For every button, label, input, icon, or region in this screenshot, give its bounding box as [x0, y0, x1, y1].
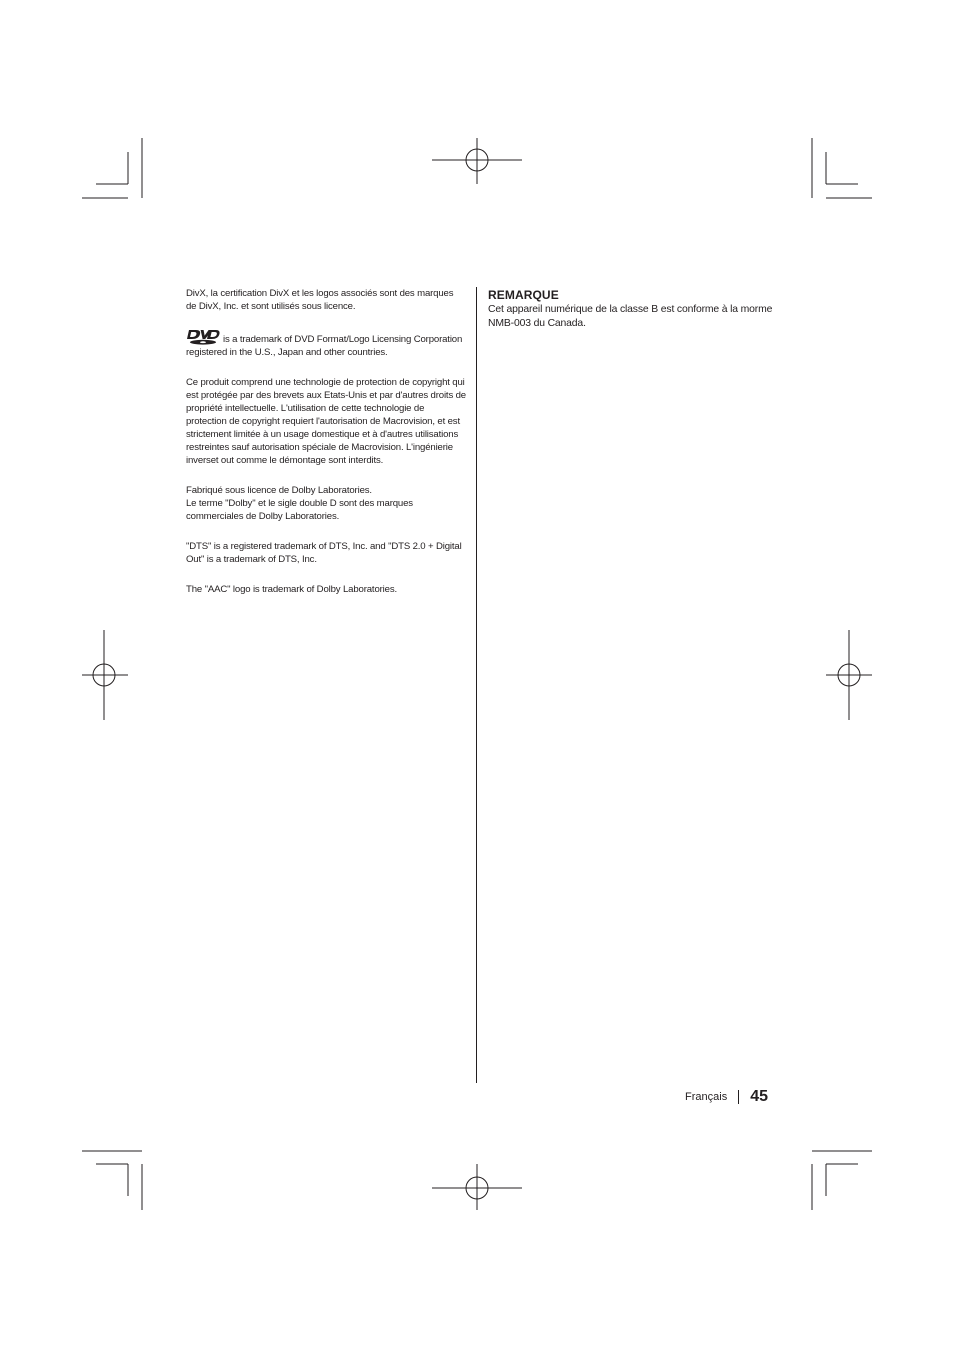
page-number: 45: [750, 1088, 768, 1105]
right-column: [488, 288, 778, 331]
crop-mark-icon: [82, 138, 142, 198]
left-column: [186, 287, 466, 596]
footer-separator: [738, 1090, 739, 1104]
registration-mark-icon: [432, 1164, 522, 1210]
dts-notice: "DTS" is a registered trademark of DTS, Inc. and "DTS 2.0 + Digital Out" is a trademark of DTS, Inc.: [186, 541, 462, 565]
dolby-notice: [186, 484, 466, 523]
page-footer: [685, 1087, 768, 1107]
registration-mark-icon: [826, 630, 872, 720]
dvd-logo-icon: [186, 329, 220, 345]
crop-mark-icon: [812, 1151, 872, 1210]
dvd-trademark-notice: [186, 329, 466, 359]
aac-notice: The "AAC" logo is trademark of Dolby Laboratories.: [186, 584, 398, 595]
column-divider: [476, 287, 477, 1083]
remark-text: Cet appareil numérique de la classe B est conforme à la morme NMB-003 du Canada.: [488, 304, 773, 329]
crop-mark-icon: [82, 1151, 142, 1210]
registration-mark-icon: [82, 630, 128, 720]
macrovision-notice: Ce produit comprend une technologie de protection de copyright qui est protégée par des brevets aux Etats-Unis et par d'autres droits de propriété intellectuelle. L'utilisation de cette technologie de protection de copyright requiert l'autorisation de Macrovision, et est strictement limitée à un usage domestique et à d'autres utilisations restreintes sauf autorisation spéciale de Macrovision. L'ingénierie inverset out comme le démontage sont interdits.: [186, 377, 466, 466]
divx-notice: DivX, la certification DivX et les logos associés sont des marques de DivX, Inc. et sont utilisés sous licence.: [186, 288, 454, 312]
dolby-notice-line-1: Fabriqué sous licence de Dolby Laboratories.: [186, 485, 372, 496]
dolby-notice-line-2: Le terme "Dolby" et le sigle double D sont des marques commerciales de Dolby Laboratories.: [186, 498, 413, 522]
dvd-trademark-text: is a trademark of DVD Format/Logo Licensing Corporation registered in the U.S., Japan and other countries.: [186, 334, 463, 358]
remark-heading: REMARQUE: [488, 288, 559, 302]
footer-language: Français: [685, 1091, 728, 1103]
crop-mark-icon: [812, 138, 872, 198]
registration-mark-icon: [432, 138, 522, 184]
